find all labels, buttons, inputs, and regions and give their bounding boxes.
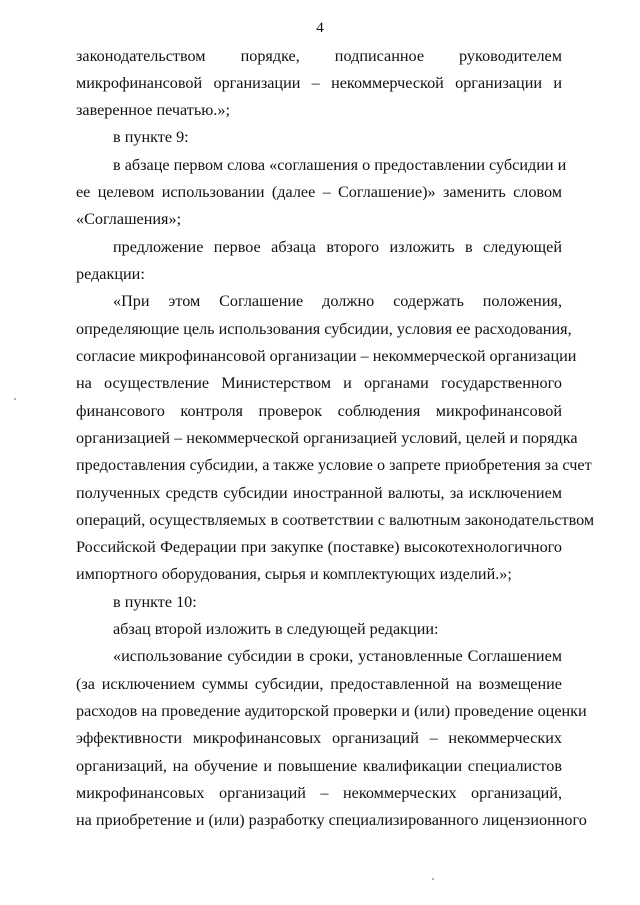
text-line: редакции: [76,265,145,283]
text-line: «использование субсидии в сроки, установленные Соглашением [113,647,562,665]
text-line: (за исключением суммы субсидии, предоставленной на возмещение [76,675,562,693]
text-line: в пункте 10: [113,593,197,611]
text-line: «При этом Соглашение должно содержать положения, [113,292,562,310]
text-line: финансового контроля проверок соблюдения микрофинансовой [76,402,562,420]
text-line: заверенное печатью.»; [76,101,230,119]
text-line: на приобретение и (или) разработку специализированного лицензионного [76,811,587,829]
text-line: «Соглашения»; [76,210,182,228]
text-line: Российской Федерации при закупке (поставке) высокотехнологичного [76,538,562,556]
text-line: в пункте 9: [113,128,189,146]
text-line: микрофинансовой организации – некоммерческой организации и [76,74,562,92]
scan-speck [432,878,434,880]
text-line: импортного оборудования, сырья и комплектующих изделий.»; [76,565,512,583]
page-number: 4 [316,20,324,36]
text-line: организацией – некоммерческой организацией условий, целей и порядка [76,429,578,447]
text-line: в абзаце первом слова «соглашения о предоставлении субсидии и [113,156,567,174]
text-line: на осуществление Министерством и органами государственного [76,374,562,392]
text-line: абзац второй изложить в следующей редакции: [113,620,439,638]
text-line: микрофинансовых организаций – некоммерческих организаций, [76,784,562,802]
text-line: операций, осуществляемых в соответствии с валютным законодательством [76,511,595,529]
text-line: определяющие цель использования субсидии, условия ее расходования, [76,320,572,338]
text-line: полученных средств субсидии иностранной валюты, за исключением [76,484,562,502]
scan-speck [14,398,16,400]
text-line: организаций, на обучение и повышение квалификации специалистов [76,757,562,775]
text-line: законодательством порядке, подписанное руководителем [76,47,562,65]
text-line: предоставления субсидии, а также условие о запрете приобретения за счет [76,456,592,474]
text-line: эффективности микрофинансовых организаций – некоммерческих [76,729,562,747]
text-line: согласие микрофинансовой организации – некоммерческой организации [76,347,577,365]
text-line: расходов на проведение аудиторской проверки и (или) проведение оценки [76,702,587,720]
text-line: ее целевом использовании (далее – Соглашение)» заменить словом [76,183,562,201]
text-line: предложение первое абзаца второго изложить в следующей [113,238,562,256]
